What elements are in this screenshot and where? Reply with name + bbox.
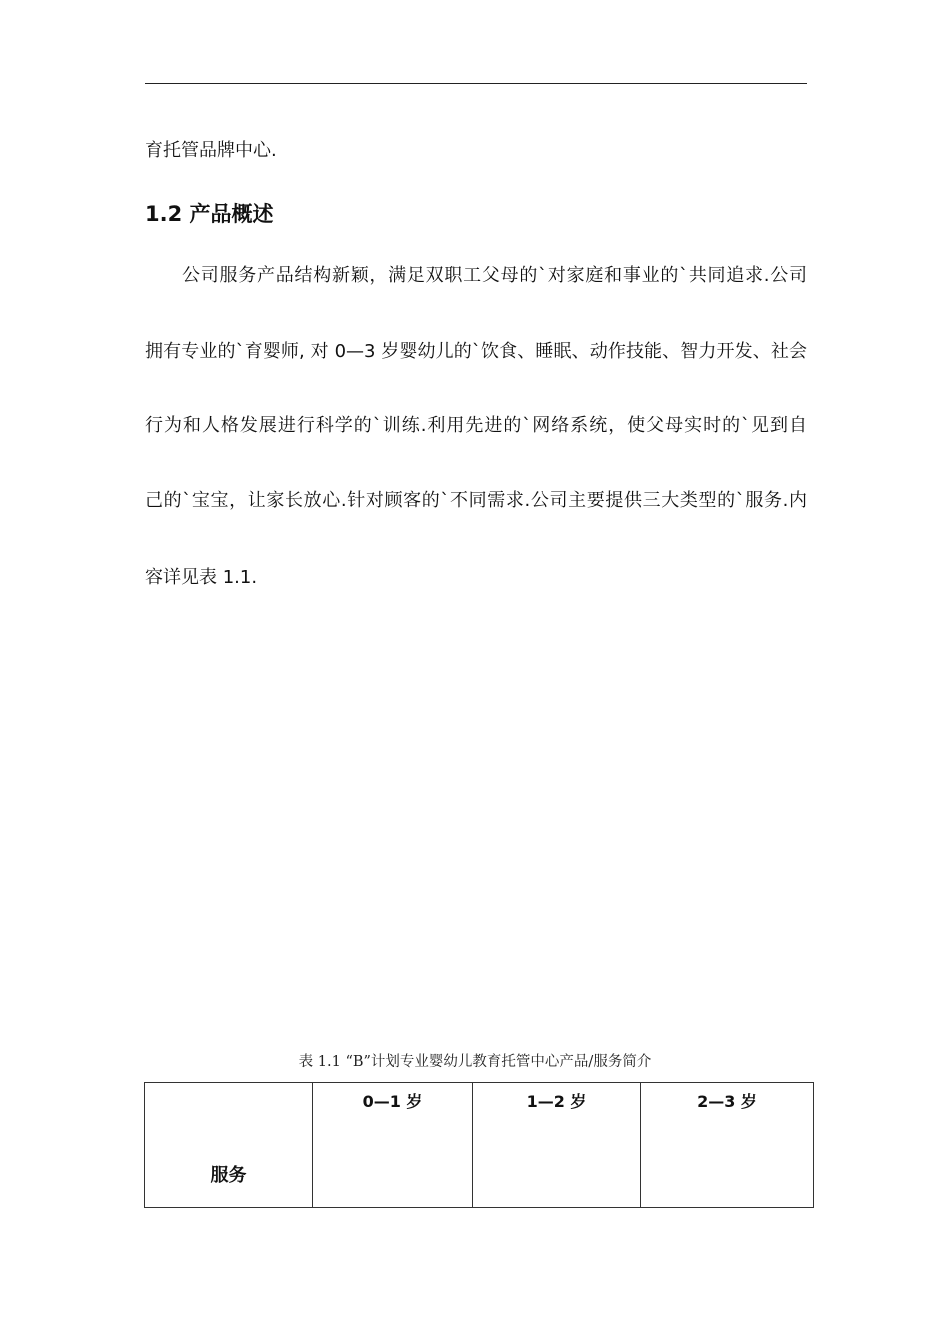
column-header-label: 1—2 岁 (526, 1092, 587, 1111)
row-header-cell (145, 1083, 313, 1208)
section-number: 1.2 (145, 202, 183, 226)
row-header-label: 服务 (210, 1165, 247, 1186)
column-header-label: 0—1 岁 (362, 1092, 423, 1111)
paragraph-line-4: 己的`宝宝，让家长放心.针对顾客的`不同需求.公司主要提供三大类型的`服务.内 (145, 490, 807, 511)
table-row (145, 1083, 814, 1208)
column-header-cell (473, 1083, 641, 1208)
continuation-text: 育托管品牌中心. (145, 140, 277, 161)
paragraph-line-5: 容详见表 1.1. (145, 567, 258, 588)
column-header-cell (313, 1083, 473, 1208)
paragraph-line-2: 拥有专业的`育婴师, 对 0—3 岁婴幼儿的`饮食、睡眠、动作技能、智力开发、社会 (145, 341, 807, 362)
column-header-cell (641, 1083, 814, 1208)
column-header-label: 2—3 岁 (697, 1092, 757, 1111)
paragraph-line-3: 行为和人格发展进行科学的`训练.利用先进的`网络系统，使父母实时的`见到自 (145, 415, 807, 436)
header-rule (145, 83, 807, 84)
table-caption: 表 1.1 “B”计划专业婴幼儿教育托管中心产品/服务简介 (298, 1054, 652, 1070)
service-table (144, 1082, 814, 1208)
paragraph-line-1: 公司服务产品结构新颖，满足双职工父母的`对家庭和事业的`共同追求.公司 (182, 265, 807, 286)
section-title: 产品概述 (189, 202, 274, 226)
section-heading (145, 200, 274, 228)
